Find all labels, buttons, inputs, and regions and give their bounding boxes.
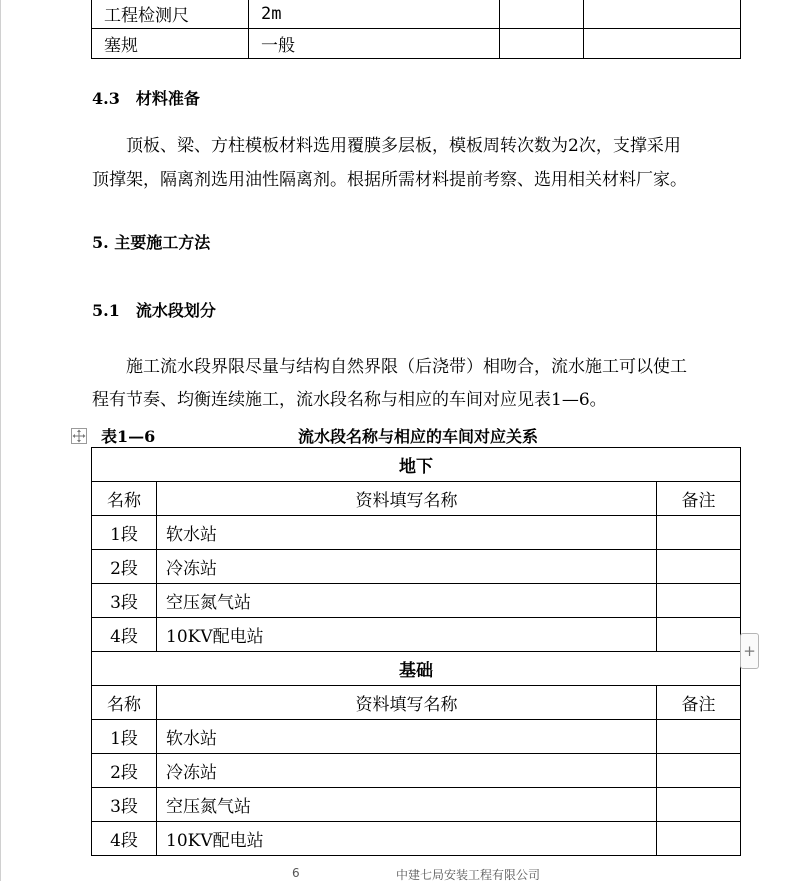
- table-cell: [657, 822, 741, 856]
- table-cell: 一般: [249, 29, 500, 59]
- table-cell: 塞规: [92, 29, 249, 59]
- table-cell: [657, 516, 741, 550]
- page-left-edge: [0, 0, 1, 881]
- table-cell: [657, 720, 741, 754]
- table-row: [92, 788, 741, 822]
- move-arrows-icon: [72, 429, 86, 443]
- table-cell: 软水站: [157, 516, 657, 550]
- column-header: 备注: [657, 482, 741, 516]
- table-row: [92, 584, 741, 618]
- table-cell: [500, 29, 584, 59]
- table-section-title: 基础: [92, 652, 741, 686]
- section-heading-5: 5. 主要施工方法: [92, 233, 211, 252]
- table-row: [92, 720, 741, 754]
- table-cell: 10KV配电站: [157, 822, 657, 856]
- table-cell: 2m: [249, 0, 500, 29]
- table-move-handle[interactable]: [71, 428, 87, 444]
- table-cell: 3段: [92, 584, 157, 618]
- table-cell: [657, 618, 741, 652]
- column-header: 资料填写名称: [157, 686, 657, 720]
- table-header-row: [92, 686, 741, 720]
- table-cell: [584, 29, 741, 59]
- table-cell: 1段: [92, 516, 157, 550]
- column-header: 名称: [92, 482, 157, 516]
- table-section-title: 地下: [92, 448, 741, 482]
- section-heading-5-1: 5.1 流水段划分: [92, 301, 216, 320]
- column-header: 备注: [657, 686, 741, 720]
- table-header-row: [92, 482, 741, 516]
- paragraph-line: 顶板、梁、方柱模板材料选用覆膜多层板，模板周转次数为2次，支撑采用: [92, 136, 681, 156]
- table-row: [92, 29, 741, 59]
- section-heading-4-3: 4.3 材料准备: [92, 89, 200, 108]
- table-cell: 3段: [92, 788, 157, 822]
- table-caption-label: 表1—6: [101, 427, 156, 446]
- table-cell: 2段: [92, 754, 157, 788]
- table-row: [92, 618, 741, 652]
- table-row: [92, 516, 741, 550]
- table-cell: 冷冻站: [157, 754, 657, 788]
- table-cell: 工程检测尺: [92, 0, 249, 29]
- segment-table: [91, 447, 741, 856]
- table-row: [92, 754, 741, 788]
- table-cell: 4段: [92, 822, 157, 856]
- table-cell: [657, 550, 741, 584]
- table-row: [92, 0, 741, 29]
- table-cell: [584, 0, 741, 29]
- paragraph-line: 顶撑架，隔离剂选用油性隔离剂。根据所需材料提前考察、选用相关材料厂家。: [92, 170, 687, 190]
- table-row: [92, 550, 741, 584]
- table-cell: 4段: [92, 618, 157, 652]
- table-cell: 空压氮气站: [157, 788, 657, 822]
- paragraph-line: 施工流水段界限尽量与结构自然界限（后浇带）相吻合，流水施工可以使工: [92, 357, 687, 377]
- table-cell: 10KV配电站: [157, 618, 657, 652]
- table-cell: 1段: [92, 720, 157, 754]
- column-header: 资料填写名称: [157, 482, 657, 516]
- table-cell: [500, 0, 584, 29]
- table-cell: [657, 788, 741, 822]
- paragraph-line: 程有节奏、均衡连续施工，流水段名称与相应的车间对应见表1—6。: [92, 390, 607, 410]
- equipment-table: [91, 0, 741, 59]
- table-cell: 2段: [92, 550, 157, 584]
- table-section-row: [92, 652, 741, 686]
- table-row: [92, 822, 741, 856]
- insert-row-button[interactable]: +: [740, 633, 759, 669]
- footer-company: 中建七局安装工程有限公司: [396, 868, 541, 882]
- table-cell: 冷冻站: [157, 550, 657, 584]
- table-caption-title: 流水段名称与相应的车间对应关系: [298, 427, 539, 446]
- column-header: 名称: [92, 686, 157, 720]
- table-cell: 软水站: [157, 720, 657, 754]
- table-cell: 空压氮气站: [157, 584, 657, 618]
- table-cell: [657, 754, 741, 788]
- page-number: 6: [292, 866, 300, 880]
- table-cell: [657, 584, 741, 618]
- table-section-row: [92, 448, 741, 482]
